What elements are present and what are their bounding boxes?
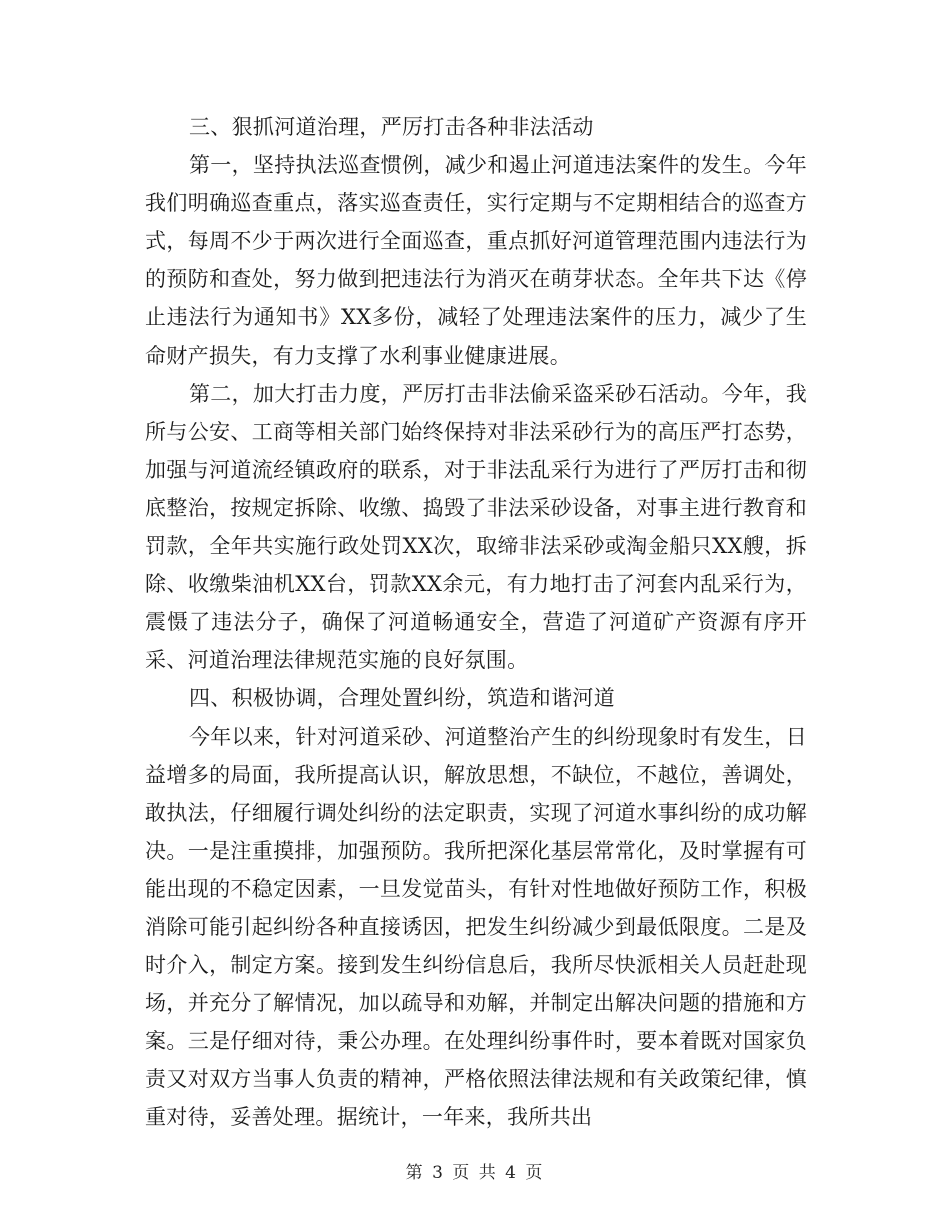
section-heading: 三、狠抓河道治理，严厉打击各种非法活动: [189, 115, 594, 139]
paragraph: 第二，加大打击力度，严厉打击非法偷采盗采砂石活动。今年，我所与公安、工商等相关部门始终保持对非法采砂行为的高压严打态势，加强与河道流经镇政府的联系，对于非法乱采行为进行了严厉打击和彻底整治，按规定拆除、收缴、捣毁了非法采砂设备，对事主进行教育和罚款，全年共实施行政处罚XX次，取缔非法采砂或淘金船只XX艘，拆除、收缴柴油机XX台，罚款XX余元，有力地打击了河套内乱采行为，震慑了违法分子，确保了河道畅通安全，营造了河道矿产资源有序开采、河道治理法律规范实施的良好氛围。: [145, 381, 807, 673]
document-body: [145, 108, 807, 1137]
paragraph: 第一，坚持执法巡查惯例，减少和遏止河道违法案件的发生。今年我们明确巡查重点，落实巡查责任，实行定期与不定期相结合的巡查方式，每周不少于两次进行全面巡查，重点抓好河道管理范围内违法行为的预防和查处，努力做到把违法行为消灭在萌芽状态。全年共下达《停止违法行为通知书》XX多份，减轻了处理违法案件的压力，减少了生命财产损失，有力支撑了水利事业健康进展。: [145, 153, 807, 368]
page-footer: 第 3 页 共 4 页: [405, 1163, 545, 1183]
paragraph: 今年以来，针对河道采砂、河道整治产生的纠纷现象时有发生，日益增多的局面，我所提高认识，解放思想，不缺位，不越位，善调处，敢执法，仔细履行调处纠纷的法定职责，实现了河道水事纠纷的成功解决。一是注重摸排，加强预防。我所把深化基层常常化，及时掌握有可能出现的不稳定因素，一旦发觉苗头，有针对性地做好预防工作，积极消除可能引起纠纷各种直接诱因，把发生纠纷减少到最低限度。二是及时介入，制定方案。接到发生纠纷信息后，我所尽快派相关人员赶赴现场，并充分了解情况，加以疏导和劝解，并制定出解决问题的措施和方案。三是仔细对待，秉公办理。在处理纠纷事件时，要本着既对国家负责又对双方当事人负责的精神，严格依照法律法规和有关政策纪律，慎重对待，妥善处理。据统计，一年来，我所共出: [145, 724, 807, 1130]
section-heading: 四、积极协调，合理处置纠纷，筑造和谐河道: [189, 686, 615, 711]
